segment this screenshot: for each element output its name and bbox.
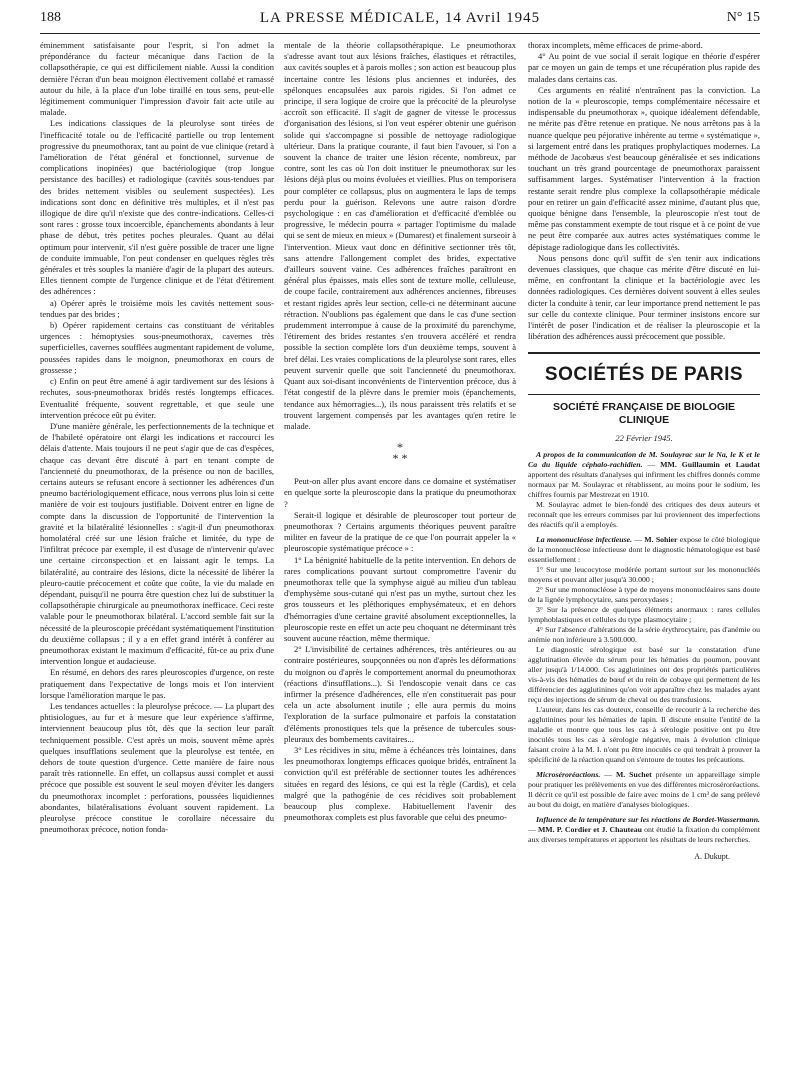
report-text: expose le côté biologique de la mononucléose infectieuse dont le diagnostic hématologique est basé essentiellement :	[528, 534, 760, 564]
report-paragraph: L'auteur, dans les cas douteux, conseille de recourir à la recherche des agglutinines pour les hématies de lapin. Il discute ensuite l'entité de la maladie et montre que tous les cas à sérologie positive ont pu être inoculés tous les cas à sérologie négative, mais à évolution clinique faisant croire à la M. I. n'ont pu être inoculés ce qui tendrait à prouver la spécificité de la réaction quand on s'entoure de toutes les précautions.	[528, 704, 760, 764]
report-authors: M. Sohier	[644, 534, 678, 544]
report-paragraph: Le diagnostic sérologique est basé sur la constatation d'une agglutination élevée du sérum pour les hématies du poumon, pouvant aller jusqu'à 1/14.000. Ces agglutinines ont des propriétés particulières vis-à-vis des hématies de bœuf et du rein de cobaye qui permettent de les différencier des agglutinines qu'on voit apparaître chez les malades ayant reçu des injections de sérum de cheval ou des transfusions.	[528, 644, 760, 704]
paragraph: éminemment satisfaisante pour l'esprit, si l'on admet la prépondérance du facteur mécanique dans l'action de la collapsothérapie, ce qui est difficilement niable. Aussi la condition dernière l'écran d'un beau moignon électivement collabé et ramassé autour du hile, à la place d'un lobe tiraillé en tous sens, peut-elle légitimement communiquer l'impression d'avoir fait acte utile au malade.	[40, 40, 274, 118]
report-title: Microséroréactions.	[536, 769, 601, 779]
section-title: SOCIÉTÉS DE PARIS	[544, 364, 744, 386]
paragraph: 2° L'invisibilité de certaines adhérences, très antérieures ou au contraire postérieures, soupçonnées ou non d'après les déformations du moignon ou d'après le comportement anormal du pneumothorax (réactions d'insufflations...). Si l'endoscopie venait dans ce cas infirmer la présence d'adhérences, elle n'en constituerait pas pour cela un acte absolument inutile ; elle aura permis du moins l'exploration de la surface pulmonaire et parfois la constatation d'éléments pronostiques tels que la présence de tubercules sous-pleuraux des bombements cavitaires...	[284, 644, 516, 744]
report-text: apportent des résultats d'analyses qui infirment les chiffres donnés comme normaux par M. Soulayrac et rétablissent, au moins pour le sodium, les chiffres fournis par Mestrezat en 1910.	[528, 469, 760, 499]
reports-list	[528, 450, 760, 845]
paragraph: 4° Au point de vue social il serait logique en théorie d'espérer par ce moyen un gain de temps et une récupération plus rapide des malades dans certains cas.	[528, 51, 760, 84]
report-title: Influence de la température sur les réactions de Bordet-Wassermann.	[536, 814, 760, 824]
paragraph: En résumé, en dehors des rares pleuroscopies d'urgence, on reste pratiquement dans l'expectative de longs mois et l'on intervient lorsque l'amélioration marque le pas.	[40, 667, 274, 700]
report-title: A propos de la communication de M. Soulayrac sur le Na, le K et le Ca du liquide céphalo-rachidien.	[528, 449, 760, 469]
report-text: présente un appareillage simple pour pratiquer les prélèvements en vue des différentes microséroréactions. Il décrit ce qu'il est possible de faire avec moins de 1 cm³ de sang prélevé au bout du doigt, en matière d'analyses biologiques.	[528, 769, 761, 809]
report-paragraph: 4° Sur l'absence d'altérations de la série érythrocytaire, pas d'anémie ou anémie non inférieure à 3.500.000.	[528, 624, 760, 644]
report-entry: Influence de la température sur les réactions de Bordet-Wassermann. — MM. P. Cordier et J. Chauteau ont étudié la fixation du complément aux diverses températures et apportent les résultats de leurs recherches.	[528, 814, 760, 844]
report-paragraph: 1° Sur une leucocytose modérée portant surtout sur les mononucléés moyens et pouvant aller jusqu'à 30.000 ;	[528, 564, 760, 584]
report-authors: M. Suchet	[615, 769, 652, 779]
paragraph: Peut-on aller plus avant encore dans ce domaine et systématiser en quelque sorte la pleuroscopie dans la pratique du pneumothorax ?	[284, 476, 516, 509]
column-1	[40, 40, 274, 835]
report-authors: MM. P. Cordier et J. Chauteau	[537, 824, 642, 834]
signature: A. Dukupt.	[694, 851, 730, 861]
report-entry: A propos de la communication de M. Soulayrac sur le Na, le K et le Ca du liquide céphalo-rachidien. — MM. Guillaumin et Laudat apportent des résultats d'analyses qui infirment les chiffres donnés comme normaux par M. Soulayrac et rétablissent, au moins pour le sodium, les chiffres fournis par Mestrezat en 1910.	[528, 449, 760, 499]
column-2	[284, 40, 516, 823]
header-rule	[40, 33, 760, 34]
report-entry: Microséroréactions. — M. Suchet présente un appareillage simple pour pratiquer les prélèvements en vue des différentes microséroréactions. Il décrit ce qu'il est possible de faire avec moins de 1 cm³ de sang prélevé au bout du doigt, en matière d'analyses biologiques.	[528, 769, 761, 809]
page-header	[40, 10, 760, 32]
report-title: La mononucléose infectieuse.	[536, 534, 633, 544]
society-name: SOCIÉTÉ FRANÇAISE DE BIOLOGIE CLINIQUE	[552, 401, 736, 427]
journal-title: LA PRESSE MÉDICALE, 14 Avril 1945	[259, 10, 541, 26]
session-date: 22 Février 1945.	[615, 433, 673, 444]
section-rule	[528, 394, 760, 395]
paragraph: Les indications classiques de la pleurolyse sont tirées de l'inefficacité totale ou de l'efficacité partielle ou trop lentement progressive du pneumothorax, tant au point de vue clinique (retard à l'amélioration de l'état général et fonctionnel, survenue de complications inopinées) que bactériologique (trop longue persistance des bacilles) et radiologique (cavités sous-tendues par des brides nettement visibles ou seulement suspectées). Les indications sont donc en définitive très multiples, et il n'est pas illogique de dire qu'il n'existe que des contre-indications. Celles-ci sont rares : grosse toux incoercible, épanchements abondants à leur phase de début, très petites poches pleurales. Quant au délai optimum pour intervenir, s'il n'est guère possible de tracer une ligne de conduite immuable, l'on peut condenser en quelques règles très générales et très souples la manière d'agir de la plupart des auteurs. Elles tiennent compte de l'urgence clinique et de l'état d'étirement des adhérences :	[40, 118, 274, 297]
report-entry: La mononucléose infectieuse. — M. Sohier expose le côté biologique de la mononucléose infectieuse dont le diagnostic hématologique est basé essentiellement :	[528, 534, 760, 564]
report-paragraph: M. Soulayrac admet le bien-fondé des critiques des deux auteurs et reconnaît que les erreurs commises par lui proviennent des imperfections des réactifs qu'il a employés.	[528, 499, 760, 529]
report-text: ont étudié la fixation du complément aux diverses températures et apportent les résultats de leurs recherches.	[528, 824, 760, 844]
issue-number: N° 15	[726, 10, 760, 25]
paragraph: c) Enfin on peut être amené à agir tardivement sur des lésions à rechutes, sous-pneumothorax bridés restés longtemps efficaces. Eventualité fréquente, souvent regrettable, et que seule une intervention précoce eût pu éviter.	[40, 376, 274, 420]
paragraph: 1° La bénignité habituelle de la petite intervention. En dehors de rares complications pouvant surtout compromettre l'avenir du pneumothorax telle que la symphyse aiguë au milieu d'un tableau d'emphysème sous-cutané qui n'est pas un mythe, surtout chez les gros tousseurs et les pléthoriques emphysémateux, et en dehors d'hémorragies d'une certaine gravité absolument exceptionnelles, la pleuroscopie reste en effet un acte peu choquant ne déterminant très souvent aucune réaction, même thermique.	[284, 554, 516, 643]
paragraph: Les tendances actuelles : la pleurolyse précoce. — La plupart des phtisiologues, au fur et à mesure que leur expérience s'affirme, interviennent beaucoup plus tôt, dès que la section leur paraît techniquement possible. C'est après un mois, souvent même après quelques insufflations seulement que la pleurolyse est tentée, en dehors de toute question d'urgence. Cette manière de faire nous paraît très rationnelle. En effet, un collapsus aussi complet et aussi précoce que possible est souvent le seul moyen d'éviter les dangers du pneumothorax incomplet : perforations, poussées liquidiennes abondantes, bilatéralisations évoluant souvent rapidement. La pleurolyse précoce constitue le corollaire nécessaire du pneumothorax précoce, notion fonda-	[40, 700, 274, 835]
paragraph: b) Opérer rapidement certains cas constituant de véritables urgences : hémoptysies sous-pneumothorax, cavernes très superficielles, cavernes soufflées augmentant rapidement de volume, poussées rapides dans le moignon, pneumothorax en cours de grossesse ;	[40, 320, 274, 375]
paragraph: thorax incomplets, même efficaces de prime-abord.	[528, 40, 703, 50]
report-paragraph: 2° Sur une mononucléose à type de moyens mononucléaires sans doute de la lignée lymphocytaire, sans peroxydases ;	[528, 584, 760, 604]
paragraph: Ces arguments en réalité n'entraînent pas la conviction. La notion de la « pleuroscopie, temps complémentaire nécessaire et indispensable du pneumothorax », quoique idéalement défendable, ne mérite pas d'être retenue en pratique. Ne nous arrêtons pas à la nuance quelque peu péjorative inhérente au terme « systématique », si largement entré dans les pratiques prophylactiques modernes. La méthode de Jacobæus s'est beaucoup généralisée et ses indications touchant un très grand pourcentage de pneumothorax paraissent suffisamment larges. Systématiser l'intervention à la fraction restante serait rendre plus complexe la collapsothérapie médicale pour en retirer un gain d'efficacité assez minime, d'autant plus que, quoique bénigne dans l'ensemble, la pleuroscopie n'est tout de même pas constamment exempte de tout risque et à ce point de vue ne peut être comparée aux autres actes systématiques comme le dépistage radiologique dans les collectivités.	[528, 84, 760, 252]
paragraph: mentale de la théorie collapsothérapique. Le pneumothorax s'adresse avant tout aux lésions fraîches, élastiques et rétractiles, aux cavités souples et à parois molles ; son action est beaucoup plus incertaine contre les lésions plus anciennes et indurées, des spélonques encapsulées aux parois rigides. Si l'on admet ce principe, il sera logique de croire que la précocité de la pleurolyse accroît son efficacité. Il s'agit de gagner de vitesse le processus d'organisation des lésions, si l'on veut espérer obtenir une guérison solide qui s'accompagne si possible de nettoyage radiologique ultérieur. Dans la pratique courante, il faut bien l'avouer, si l'on a souvent la chance de traiter une lésion récente, nombreux, par contre, sont les cas où l'on doit instituer le pneumothorax sur les lésions déjà plus ou moins évoluées et vieillies. Plus on temporisera pour compléter ce collapsus, plus on augmentera le laps de temps perdu pour la guérison. Relevons une autre raison d'ordre psychologique : en cas d'amélioration et d'efficacité d'emblée ou progressive, le médecin pourra « partager l'optimisme du malade qui se sent de mieux en mieux » (Dumarest) et finalement surseoir à l'intervention. Mieux vaut donc en définitive sectionner très tôt, sans attendre l'allongement complet des brides, expectative d'ailleurs souvent vaine. Ces adhérences fraîches paraîtront en général plus épaisses, mais elles sont de texture molle, celluleuse, de coupe facile, contrairement aux adhérences anciennes, fibreuses et restant rigides après leur section, celle-ci ne déterminant aucune rétraction. N'oublions pas également que dans le cas d'une section prudemment interrompue à cause de la proximité du parenchyme, l'étirement des brides restantes s'en trouvera accéléré et rendra possible la section complète lors d'un deuxième temps, souvent à bref délai. Les vraies complications de la pleurolyse sont rares, elles peuvent survenir quelle que soit l'ancienneté du pneumothorax. Quant aux soi-disant inconvénients de l'intervention précoce, dus à l'état congestif de la plèvre dans le premier mois (épanchements, tendance aux hémorragies...), ils nous paraissent très relatifs et se trouvent largement compensés par les avantages qu'en retire le malade.	[284, 40, 516, 431]
section-separator: * * *	[392, 440, 408, 466]
paragraph: D'une manière générale, les perfectionnements de la technique et de l'habileté opératoire ont élargi les indications et raccourci les délais d'attente. Mais toujours il ne peut s'agir que de cas d'espèces, chaque cas devant être discuté à part en tenant compte de l'ancienneté du pneumothorax, de la présence ou non de bacilles, certains auteurs se refusant encore à sectionner les adhérences d'un pneumo bactériologiquement efficace, nous verrons plus loin si cette manière de voir est toujours justifiable. Doivent entrer en ligne de compte dans la discussion de l'opportunité de l'intervention la gravité et la bilatéralité lésionnelles : s'agit-il d'un pneumothorax homolatéral créé sur une lésion fraîche et limitée, du type de l'infiltrat précoce par exemple, il est d'usage de n'intervenir qu'avec une certaine circonspection et en laissant agir le temps. La bilatéralité, au contraire des lésions, dicte la nécessité de libérer la pleuro-cautie précocement et coûte que coûte, la vie du malade en dépendant, puisqu'il ne pourra être question chez lui de substituer la collapsothérapie chirurgicale au pneumothorax inefficace. Ceci reste valable pour le pneumothorax bilatéral. L'accord semble fait sur la nécessité de la pleuroscopie précédant systématiquement l'institution du deuxième collapsus ; il y a en effet grand intérêt à conférer au pneumothorax existant le maximum d'efficacité, fût-ce au prix d'une intervention longue et audacieuse.	[40, 420, 274, 667]
paragraph: Serait-il logique et désirable de pleuroscoper tout porteur de pneumothorax ? Certains arguments théoriques peuvent paraître militer en faveur de la pratique de ce que l'on pourrait appeler la « pleuroscopie systématique précoce » :	[284, 509, 516, 554]
paragraph: 3° Les récidives in situ, même à échéances très lointaines, dans les pneumothorax longtemps efficaces quoique bridés, entraînent la conviction qu'il est préférable de sectionner toutes les adhérences situées en regard des lésions, ce qui est la règle (Cardis), et cela malgré que la pathogénie de ces récidives soit probablement beaucoup plus complexe. Habituellement l'avenir des pneumothorax complets est plus favorable que celui des pneumo-	[284, 744, 516, 823]
page-number: 188	[40, 10, 61, 25]
column-3	[528, 40, 760, 862]
report-authors: MM. Guillaumin et Laudat	[660, 459, 760, 469]
paragraph: Nous pensons donc qu'il suffit de s'en tenir aux indications devenues classiques, que chaque cas mérite d'être discuté en lui-même, en confrontant la clinique et la bactériologie avec les données radiologiques. Ces dernières doivent souvent à elles seules dicter la conduite à tenir, car leur importance prend nettement le pas sur celle du contexte clinique. Pour terminer insistons encore sur l'intérêt de poser l'indication et de réaliser la pleuroscopie et la libération des adhérences aussi précocement que possible.	[528, 252, 760, 342]
section-rule	[528, 352, 760, 354]
paragraph: a) Opérer après le troisième mois les cavités nettement sous-tendues par des brides ;	[40, 297, 274, 319]
report-paragraph: 3° Sur la présence de quelques éléments anormaux : rares cellules lymphoblastiques et cellules du type plasmocytaire ;	[528, 604, 760, 624]
